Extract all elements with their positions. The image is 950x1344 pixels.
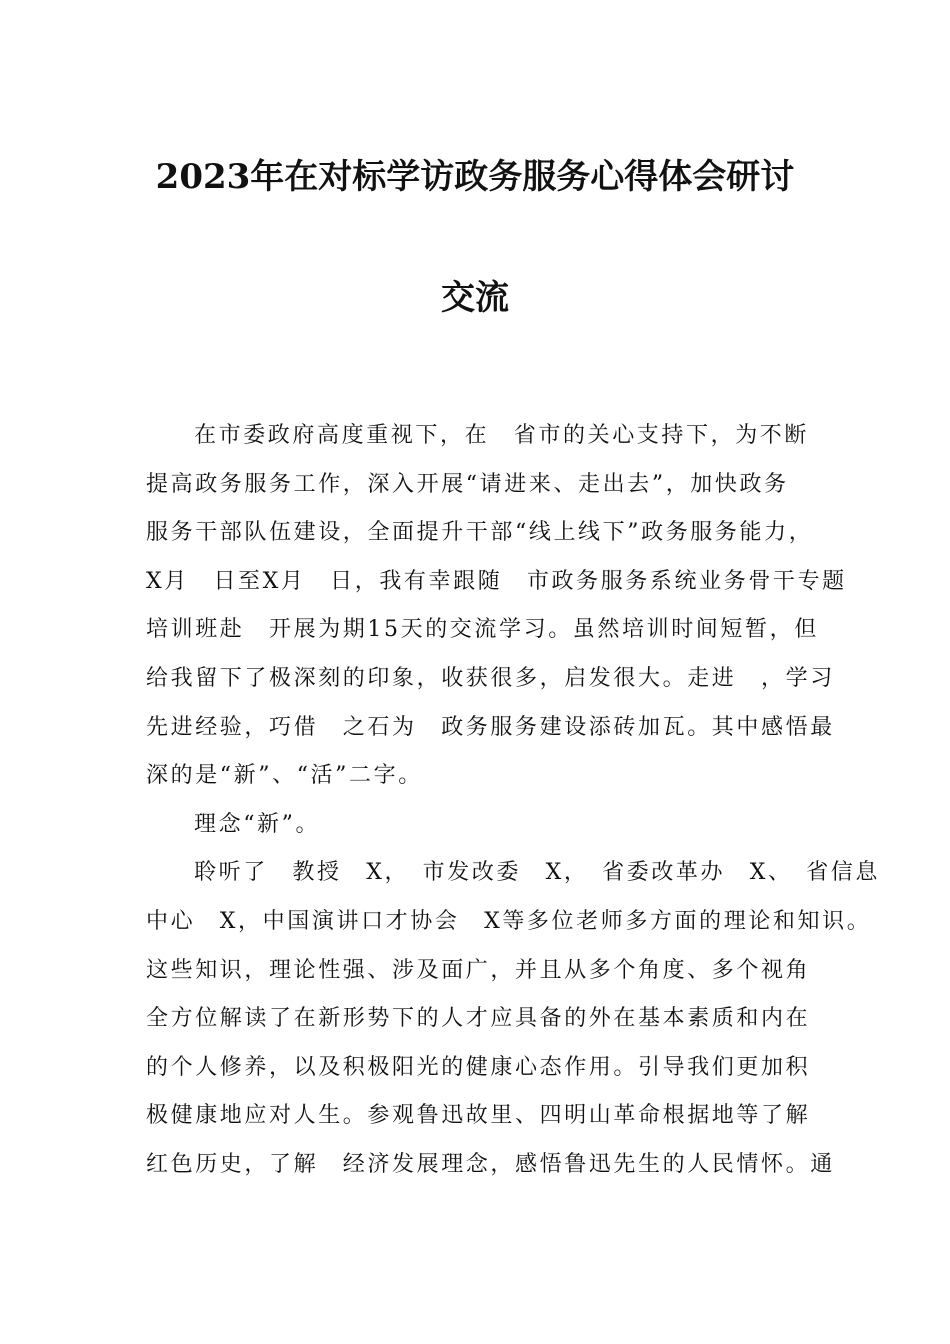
section-heading: 理念“新”。 <box>194 811 321 837</box>
document-title-line-2: 交流 <box>441 278 509 318</box>
paragraph-line: 全方位解读了在新形势下的人才应具备的外在基本素质和内在 <box>146 1006 811 1032</box>
paragraph-line: 给我留下了极深刻的印象，收获很多，启发很大。走进 ，学习 <box>146 665 835 691</box>
paragraph-line: 服务干部队伍建设，全面提升干部“线上线下”政务服务能力， <box>146 520 814 546</box>
paragraph-line: 聆听了 教授 X， 市发改委 X， 省委改革办 X、 省信息 <box>194 860 880 886</box>
paragraph-line: X月 日至X月 日，我有幸跟随 市政务服务系统业务骨干专题 <box>146 568 847 594</box>
paragraph-line: 深的是“新”、“活”二字。 <box>146 763 423 789</box>
paragraph-line: 中心 X，中国演讲口才协会 X等多位老师多方面的理论和知识。 <box>146 908 872 934</box>
document-title-line-1: 2023年在对标学访政务服务心得体会研讨 <box>155 157 795 197</box>
paragraph-line: 提高政务服务工作，深入开展“请进来、走出去”，加快政务 <box>146 471 789 497</box>
paragraph-line: 培训班赴 开展为期15天的交流学习。虽然培训时间短暂，但 <box>146 617 819 643</box>
document-body <box>146 412 880 1190</box>
paragraph-line: 的个人修养，以及积极阳光的健康心态作用。引导我们更加积 <box>146 1054 811 1080</box>
paragraph-line: 在市委政府高度重视下，在 省市的关心支持下，为不断 <box>194 423 810 448</box>
paragraph-line: 极健康地应对人生。参观鲁迅故里、四明山革命根据地等了解 <box>146 1103 811 1129</box>
paragraph-line: 先进经验，巧借 之石为 政务服务建设添砖加瓦。其中感悟最 <box>146 714 835 740</box>
paragraph-line: 红色历史，了解 经济发展理念，感悟鲁迅先生的人民情怀。通 <box>146 1151 835 1177</box>
paragraph-line: 这些知识，理论性强、涉及面广，并且从多个角度、多个视角 <box>146 957 811 983</box>
